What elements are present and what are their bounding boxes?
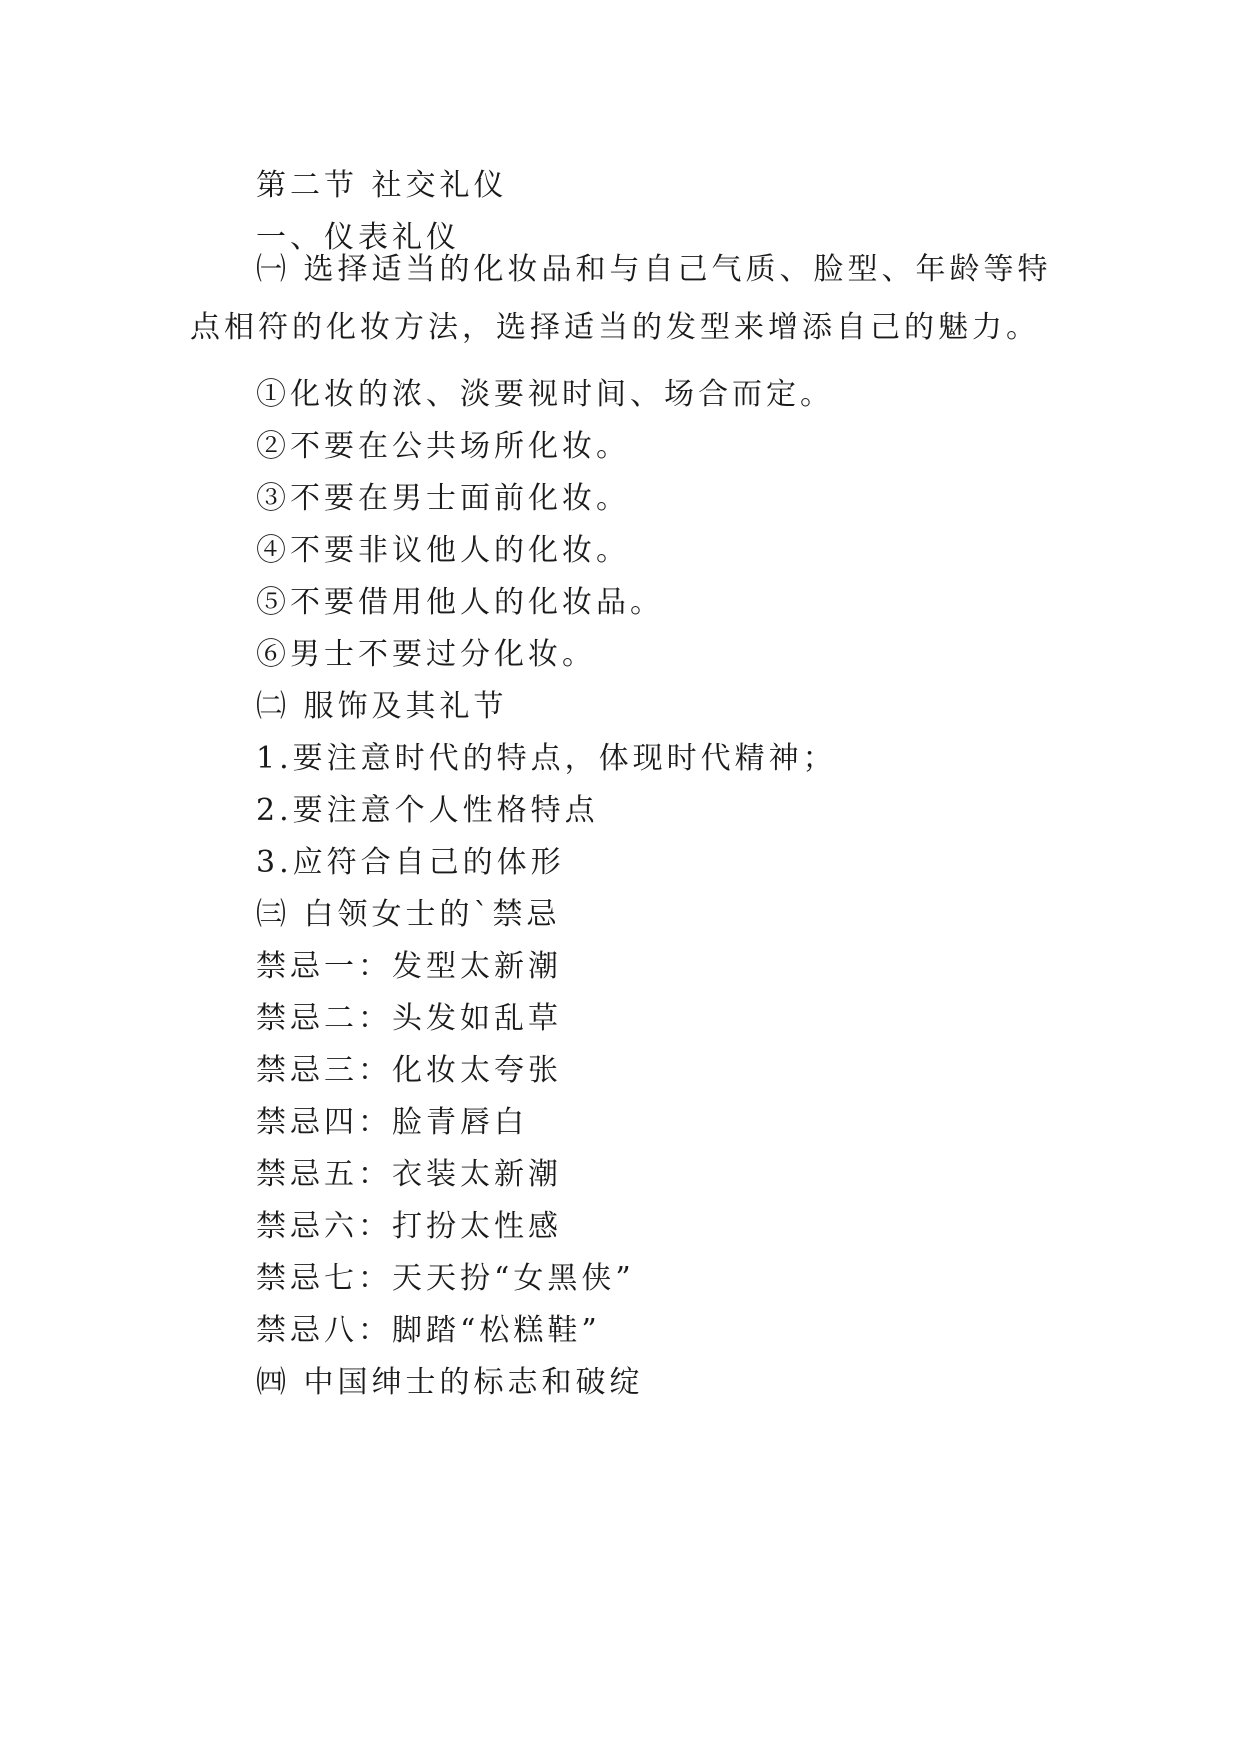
taboo-item: 禁忌五：衣装太新潮 xyxy=(256,1157,562,1192)
makeup-rule: ③不要在男士面前化妆。 xyxy=(256,481,630,516)
makeup-rule: ④不要非议他人的化妆。 xyxy=(256,533,630,568)
item-4-heading: ㈣ 中国绅士的标志和破绽 xyxy=(256,1365,644,1400)
item-2-heading: ㈡ 服饰及其礼节 xyxy=(256,689,508,724)
makeup-rule: ⑥男士不要过分化妆。 xyxy=(256,637,596,672)
makeup-rule: ⑤不要借用他人的化妆品。 xyxy=(256,585,664,620)
clothing-rule: 2.要注意个人性格特点 xyxy=(256,793,599,828)
subsection-heading: 一、仪表礼仪 xyxy=(256,220,460,255)
taboo-item: 禁忌七：天天扮“女黑侠” xyxy=(256,1261,635,1296)
clothing-rule: 1.要注意时代的特点，体现时代精神； xyxy=(256,741,837,776)
taboo-item: 禁忌二：头发如乱草 xyxy=(256,1001,562,1036)
makeup-rule: ②不要在公共场所化妆。 xyxy=(256,429,630,464)
taboo-item: 禁忌八：脚踏“松糕鞋” xyxy=(256,1313,601,1348)
clothing-rule: 3.应符合自己的体形 xyxy=(256,845,565,880)
item-3-heading: ㈢ 白领女士的`禁忌 xyxy=(256,897,561,932)
taboo-item: 禁忌三：化妆太夸张 xyxy=(256,1053,562,1088)
section-title: 第二节 社交礼仪 xyxy=(256,168,508,203)
taboo-item: 禁忌六：打扮太性感 xyxy=(256,1209,562,1244)
taboo-item: 禁忌一：发型太新潮 xyxy=(256,949,562,984)
taboo-item: 禁忌四：脸青唇白 xyxy=(256,1105,528,1140)
makeup-rule: ①化妆的浓、淡要视时间、场合而定。 xyxy=(256,377,834,412)
item-1-paragraph: ㈠ 选择适当的化妆品和与自己气质、脸型、年龄等特点相符的化妆方法，选择适当的发型来增添自己的魅力。 xyxy=(190,252,1052,345)
